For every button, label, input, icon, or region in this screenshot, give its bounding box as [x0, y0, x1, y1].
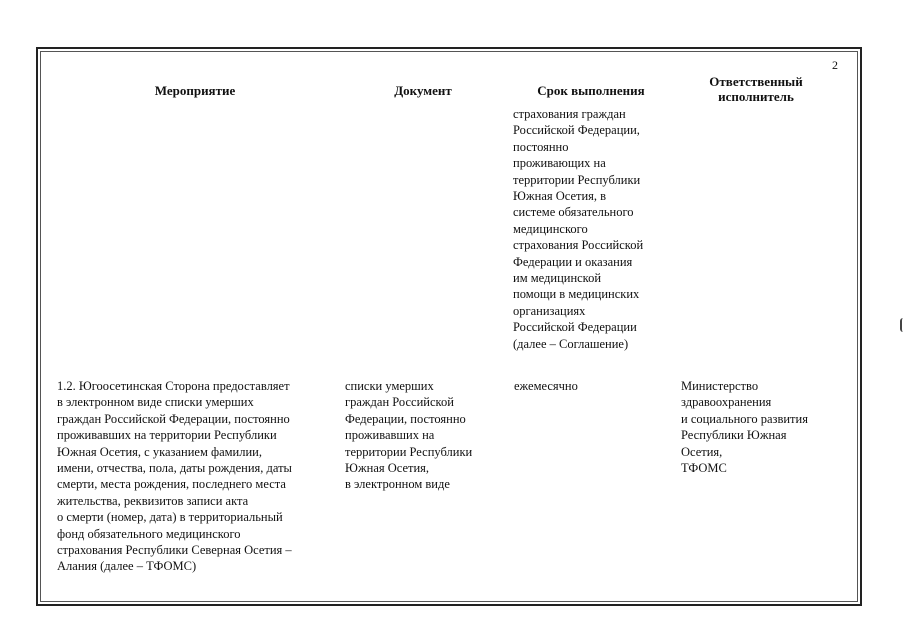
event-line: 1.2. Югоосетинская Сторона предоставляет [57, 379, 290, 393]
deadline-continuation-line: Российской Федерации, [513, 123, 640, 138]
header-responsible-line2: исполнитель [718, 89, 794, 104]
responsible-line: ТФОМС [681, 461, 727, 476]
deadline-continuation-line: организациях [513, 303, 586, 318]
event-cell [57, 378, 333, 575]
responsible-cell [681, 378, 829, 476]
event-line: о смерти (номер, дата) в территориальный [57, 510, 283, 525]
document-line: граждан Российской [345, 395, 454, 410]
event-line: имени, отчества, пола, даты рождения, даты [57, 461, 292, 476]
deadline-continuation-line: страхования граждан [513, 107, 626, 121]
deadline-continuation-line: проживающих на [513, 156, 606, 171]
responsible-line: и социального развития [681, 411, 808, 426]
margin-mark [900, 318, 905, 332]
responsible-line: Министерство [681, 379, 759, 393]
deadline-continuation-line: постоянно [513, 139, 569, 154]
deadline-continuation [513, 106, 668, 352]
deadline-continuation-line: страхования Российской [513, 238, 644, 253]
header-document: Документ [394, 83, 452, 98]
responsible-line: Республики Южная [681, 428, 787, 443]
document-line: в электронном виде [345, 477, 450, 492]
event-line: жительства, реквизитов записи акта [57, 493, 249, 508]
event-line: смерти, места рождения, последнего места [57, 477, 286, 492]
deadline-continuation-line: медицинского [513, 221, 588, 236]
header-event: Мероприятие [154, 83, 236, 98]
document-cell [345, 378, 501, 493]
document-line: Федерации, постоянно [345, 411, 466, 426]
header-responsible-line1: Ответственный [709, 74, 803, 89]
event-line: Алания (далее – ТФОМС) [57, 559, 197, 574]
event-line: проживавших на территории Республики [57, 428, 277, 443]
deadline-cell: ежемесячно [514, 379, 578, 393]
deadline-continuation-line: Южная Осетия, в [513, 189, 607, 204]
header-deadline: Срок выполнения [537, 83, 645, 98]
event-line: фонд обязательного медицинского [57, 526, 241, 541]
responsible-line: здравоохранения [681, 395, 772, 410]
deadline-continuation-line: системе обязательного [513, 205, 634, 220]
document-line: проживавших на [345, 428, 435, 443]
event-line: в электронном виде списки умерших [57, 395, 254, 410]
deadline-continuation-line: им медицинской [513, 271, 602, 286]
deadline-continuation-line: Федерации и оказания [513, 254, 633, 269]
document-line: списки умерших [345, 379, 434, 393]
event-line: Южная Осетия, с указанием фамилии, [57, 444, 262, 459]
document-line: Южная Осетия, [345, 461, 430, 476]
event-line: граждан Российской Федерации, постоянно [57, 411, 290, 426]
responsible-line: Осетия, [681, 444, 723, 459]
header-responsible [686, 74, 826, 104]
deadline-continuation-line: (далее – Соглашение) [513, 336, 629, 351]
event-line: страхования Республики Северная Осетия – [57, 543, 292, 558]
document-line: территории Республики [345, 444, 473, 459]
deadline-continuation-line: помощи в медицинских [513, 287, 640, 302]
deadline-continuation-line: Российской Федерации [513, 320, 637, 335]
page-number: 2 [832, 58, 838, 72]
deadline-continuation-line: территории Республики [513, 172, 641, 187]
